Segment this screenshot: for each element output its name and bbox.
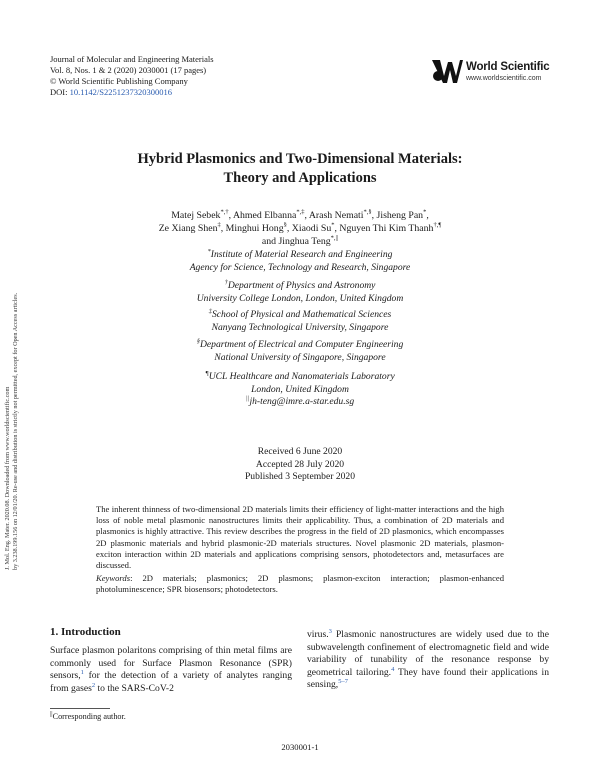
body-text: virus.	[307, 629, 329, 640]
affiliation-mark: †	[224, 278, 228, 286]
paper-title-line2: Theory and Applications	[223, 170, 377, 186]
author-marks: ‡	[217, 221, 221, 229]
affiliation	[80, 249, 520, 274]
received-date: Received 6 June 2020	[257, 446, 343, 457]
affiliation-mark: ¶	[205, 369, 209, 377]
author-marks: *	[331, 221, 335, 229]
author-name: Matej Sebek	[171, 210, 221, 221]
section-heading: 1. Introduction	[50, 626, 121, 638]
affiliation-line1	[80, 280, 520, 293]
affiliation-line1	[80, 371, 520, 384]
author-line	[80, 235, 520, 248]
author-sep: ,	[220, 223, 226, 234]
author-marks: *,†	[220, 208, 229, 216]
world-scientific-logo-icon	[430, 56, 464, 86]
footnote-mark: ||	[50, 710, 53, 718]
author-marks: †,¶	[433, 221, 442, 229]
affiliation-line1	[80, 339, 520, 352]
keywords-label: Keywords	[96, 573, 131, 583]
author-name: and Jinghua Teng	[261, 236, 331, 247]
author-name: Ahmed Elbanna	[232, 210, 297, 221]
paper-title-line1: Hybrid Plasmonics and Two-Dimensional Materials:	[137, 151, 463, 167]
publisher-url: www.worldscientific.com	[466, 75, 542, 82]
affiliation-line1	[80, 249, 520, 262]
author-sep: ,	[334, 223, 340, 234]
author-sep: ,	[426, 210, 429, 221]
body-text: Plasmonic nanostructures are widely used due to the subwavelength confinement of electromagnetic field and wide variability of tunability of the resonance response by geometrical tailoring.	[307, 629, 549, 678]
author-marks: §	[283, 221, 287, 229]
author-marks: *,||	[330, 234, 339, 242]
author-list	[80, 209, 520, 248]
affiliation-line2: Nanyang Technological University, Singapore	[211, 321, 389, 333]
author-name: Ze Xiang Shen	[158, 223, 218, 234]
body-text: to the SARS-CoV-2	[95, 682, 174, 694]
download-note-line2: by 3.238.199.156 on 12/01/20. Re-use and distribution is strictly not permitted, except for Open Access articles.	[12, 292, 19, 570]
affiliation	[80, 371, 520, 409]
author-marks: *,‡	[296, 208, 305, 216]
affiliation-line2: London, United Kingdom	[251, 383, 349, 395]
author-name: Xiaodi Su	[291, 223, 332, 234]
citation-link[interactable]: 2	[91, 681, 96, 689]
body-text: They have found their applications in sensing,	[307, 666, 549, 691]
keywords-text: : 2D materials; plasmonics; 2D plasmons; plasmon-exciton interaction; plasmon-enhanced photoluminescence; SPR biosensors; photodetectors.	[96, 573, 504, 595]
intro-column-left	[50, 645, 292, 695]
citation-link[interactable]: 5–7	[338, 678, 348, 686]
journal-doi	[50, 87, 214, 98]
affiliation-mark: *	[207, 247, 211, 255]
author-sep: ,	[228, 210, 233, 221]
body-text: for the detection of a variety of analytes ranging from gases	[50, 670, 292, 694]
author-sep: ,	[304, 210, 309, 221]
paper-title	[60, 150, 540, 188]
author-name: Nguyen Thi Kim Thanh	[339, 223, 434, 234]
journal-name: Journal of Molecular and Engineering Materials	[50, 54, 214, 64]
journal-header	[50, 54, 214, 98]
published-date: Published 3 September 2020	[244, 471, 356, 483]
author-sep: ,	[286, 223, 292, 234]
affiliation-line2: Agency for Science, Technology and Research, Singapore	[189, 261, 411, 273]
doi-label: DOI:	[50, 87, 68, 97]
affiliation-mark: ‡	[208, 307, 212, 315]
affiliation-text: Department of Physics and Astronomy	[227, 280, 376, 291]
abstract: The inherent thinness of two-dimensional 2D materials limits their efficiency of light-matter interactions and the high loss of noble metal plasmonic nanostructures limits their applicability. Thus, a combination of 2D materials and plasmonics is highly attractive. This review describes the progress in the field of 2D plasmonics, which encompasses 2D plasmonic materials and hybrid plasmonic-2D materials structures. Novel plasmonic 2D materials, plasmon-exciton interaction within 2D materials and applications comprising sensors, photodetectors and, metasurfaces are discussed.	[96, 504, 504, 571]
email-mark: ||	[245, 394, 250, 402]
affiliation-line1	[80, 309, 520, 322]
author-name: Arash Nemati	[308, 210, 364, 221]
affiliation-mark: §	[196, 337, 200, 345]
publisher-logo	[430, 56, 550, 90]
author-name: Minghui Hong	[225, 223, 284, 234]
author-marks: *,§	[363, 208, 372, 216]
affiliation-line2: University College London, London, United Kingdom	[196, 292, 404, 304]
publisher-name: World Scientific	[466, 61, 550, 73]
download-note-line1: J. Mol. Eng. Mater. 2020.08. Downloaded from www.worldscientific.com	[4, 386, 11, 570]
corresponding-email	[80, 396, 520, 409]
journal-copyright: © World Scientific Publishing Company	[50, 76, 188, 86]
affiliation	[80, 280, 520, 305]
keywords	[96, 573, 504, 595]
affiliation-text: UCL Healthcare and Nanomaterials Laboratory	[208, 371, 395, 382]
footnote	[50, 712, 126, 721]
download-note	[4, 190, 20, 570]
citation-link[interactable]: 4	[391, 665, 395, 673]
author-marks: *	[423, 208, 427, 216]
body-text: Surface plasmon polaritons comprising of thin metal films are commonly used for Surface Plasmon Resonance (SPR) sensors,	[50, 645, 292, 682]
email-link[interactable]: jh-teng@imre.a-star.edu.sg	[249, 396, 355, 407]
affiliation-text: Institute of Material Research and Engineering	[210, 249, 393, 260]
author-line	[80, 222, 520, 235]
affiliation-text: Department of Electrical and Computer Engineering	[199, 339, 404, 350]
journal-volume: Vol. 8, Nos. 1 & 2 (2020) 2030001 (17 pages)	[50, 65, 207, 75]
footnote-divider	[50, 708, 110, 709]
author-name: Jisheng Pan	[376, 210, 424, 221]
publication-dates	[80, 446, 520, 484]
affiliation-line2: National University of Singapore, Singapore	[214, 351, 386, 363]
footnote-text: Corresponding author.	[52, 712, 126, 721]
affiliation	[80, 309, 520, 334]
affiliation	[80, 339, 520, 364]
citation-link[interactable]: 3	[328, 627, 332, 635]
accepted-date: Accepted 28 July 2020	[255, 458, 345, 470]
author-line	[80, 209, 520, 222]
doi-link[interactable]: 10.1142/S2251237320300016	[69, 87, 173, 97]
citation-link[interactable]: 1	[80, 669, 84, 676]
intro-column-right	[307, 629, 549, 692]
author-sep: ,	[371, 210, 377, 221]
page-number: 2030001-1	[281, 742, 319, 752]
affiliation-text: School of Physical and Mathematical Sciences	[211, 309, 392, 320]
